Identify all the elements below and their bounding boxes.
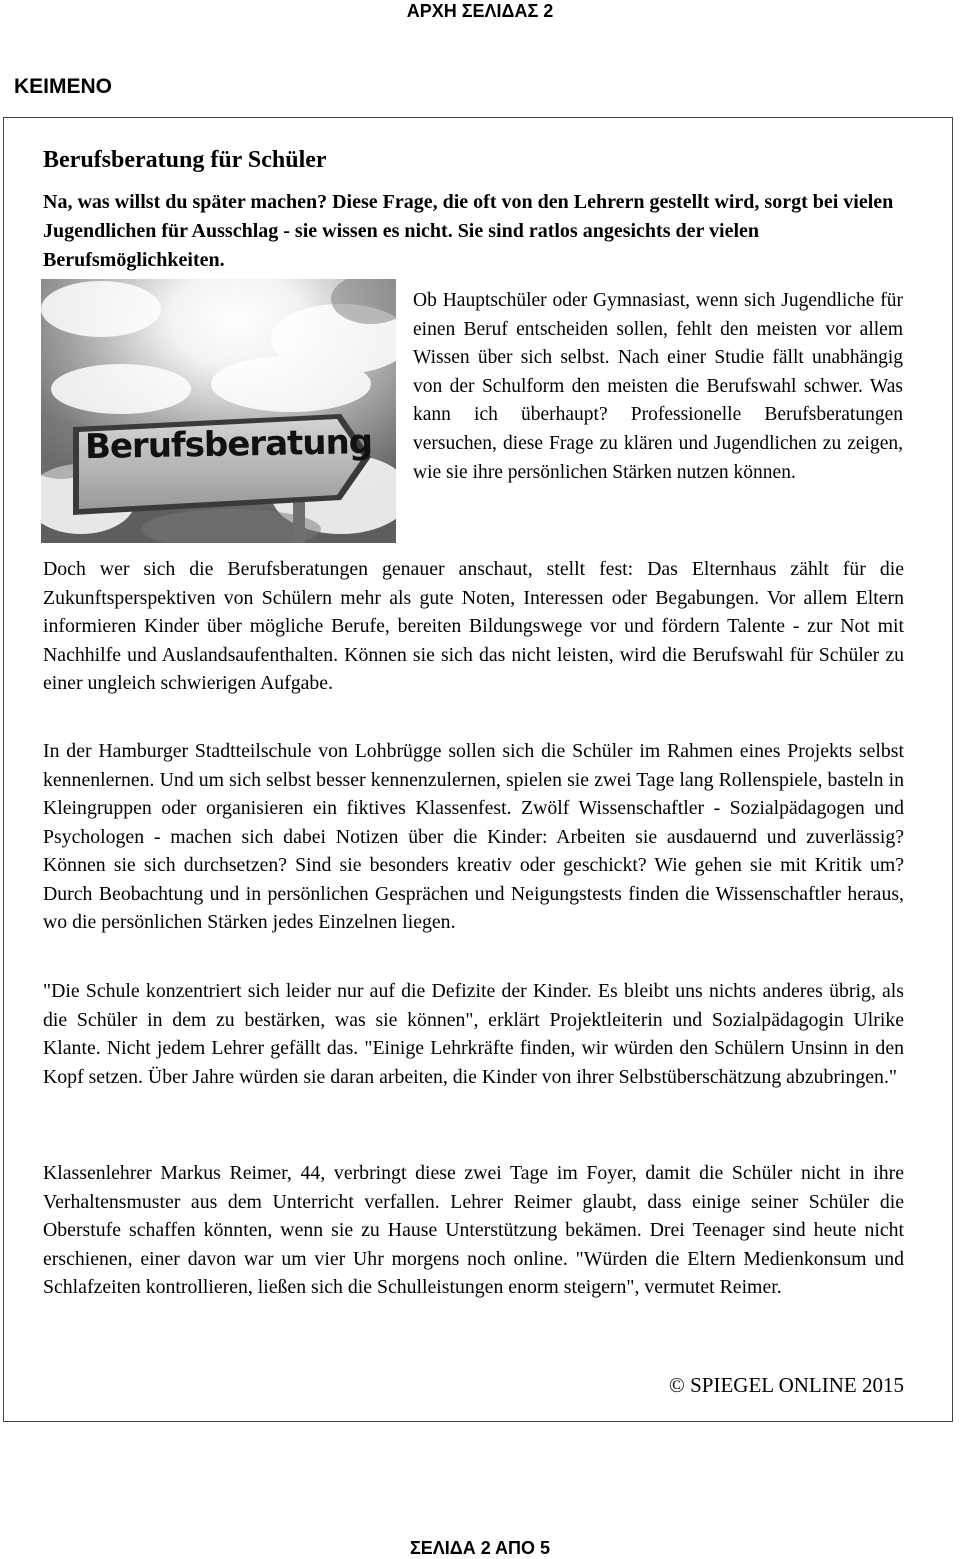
source-credit: © SPIEGEL ONLINE 2015 — [668, 1373, 904, 1397]
berufsberatung-sign-image — [41, 279, 396, 543]
section-label: KEIMENO — [14, 75, 113, 98]
page-header: ΑΡΧΗ ΣΕΛΙΔΑΣ 2 — [406, 1, 554, 21]
paragraph-1 — [43, 555, 904, 698]
page-footer: ΣΕΛΙΔΑ 2 ΑΠΟ 5 — [409, 1538, 551, 1558]
paragraph-text: Klassenlehrer Markus Reimer, 44, verbringt diese zwei Tage im Foyer, damit die Schüler nicht in ihre Verhaltensmuster aus dem Unterricht verfallen. Lehrer Reimer glaubt, dass einige seiner Schüler die Oberstufe schaffen könnten, wenn sie zu Hause Unterstützung bekämen. Drei Teenager sind heute nicht erschienen, einer davon war um vier Uhr morgens noch online. "Würden die Eltern Medienkonsum und Schlafzeiten kontrollieren, ließen sich die Schulleistungen enorm steigern", vermutet Reimer. — [43, 1162, 904, 1298]
sign-text: Berufsberatung — [84, 422, 373, 468]
paragraph-2 — [43, 737, 904, 937]
paragraph-3 — [43, 977, 904, 1091]
paragraph-4 — [43, 1159, 904, 1302]
paragraph-text: In der Hamburger Stadtteilschule von Lohbrügge sollen sich die Schüler im Rahmen eines Projekts selbst kennenlernen. Und um sich selbst besser kennenzulernen, spielen sie zwei Tage lang Rollenspiele, basteln in Kleingruppen oder organisieren ein fiktives Klassenfest. Zwölf Wissenschaftler - Sozialpädagogen und Psychologen - machen sich dabei Notizen über die Kinder: Arbeiten sie ausdauernd und zuverlässig? Können sie sich durchsetzen? Sind sie besonders kreativ oder geschickt? Wie gehen sie mit Kritik um? Durch Beobachtung und in persönlichen Gesprächen und Neigungstests finden die Wissenschaftler heraus, wo die persönlichen Stärken jedes Einzelnen liegen. — [43, 740, 904, 933]
article-lead: Na, was willst du später machen? Diese Frage, die oft von den Lehrern gestellt wird, sorgt bei vielen Jugendlichen für Ausschlag - sie wissen es nicht. Sie sind ratlos angesichts der vielen Berufsmöglichkeiten. — [43, 191, 894, 271]
side-paragraph: Ob Hauptschüler oder Gymnasiast, wenn sich Jugendliche für einen Beruf entscheiden sollen, fehlt den meisten vor allem Wissen über sich selbst. Nach einer Studie fällt unabhängig von der Schulform den meisten die Berufswahl schwer. Was kann ich überhaupt? Professionelle Berufsberatungen versuchen, diese Frage zu klären und Jugendlichen zu zeigen, wie sie ihre persönlichen Stärken nutzen können. — [413, 290, 903, 483]
article-title: Berufsberatung für Schüler — [43, 147, 327, 173]
paragraph-text: Doch wer sich die Berufsberatungen genauer anschaut, stellt fest: Das Elternhaus zählt für die Zukunftsperspektiven von Schülern mehr als gute Noten, Interessen oder Begabungen. Vor allem Eltern informieren Kinder über mögliche Berufe, bereiten Bildungswege vor und fördern Talente - zur Not mit Nachhilfe und Auslandsaufenthalten. Können sie sich das nicht leisten, wird die Berufswahl für Schüler zu einer ungleich schwierigen Aufgabe. — [43, 558, 904, 694]
paragraph-text: "Die Schule konzentriert sich leider nur auf die Defizite der Kinder. Es bleibt uns nichts anderes übrig, als die Schüler in dem zu bestärken, was sie können", erklärt Projektleiterin und Sozialpädagogin Ulrike Klante. Nicht jedem Lehrer gefällt das. "Einige Lehrkräfte finden, wir würden den Schülern Unsinn in den Kopf setzen. Über Jahre würden sie daran arbeiten, die Kinder von ihrer Selbstüberschätzung abzubringen." — [43, 980, 904, 1088]
